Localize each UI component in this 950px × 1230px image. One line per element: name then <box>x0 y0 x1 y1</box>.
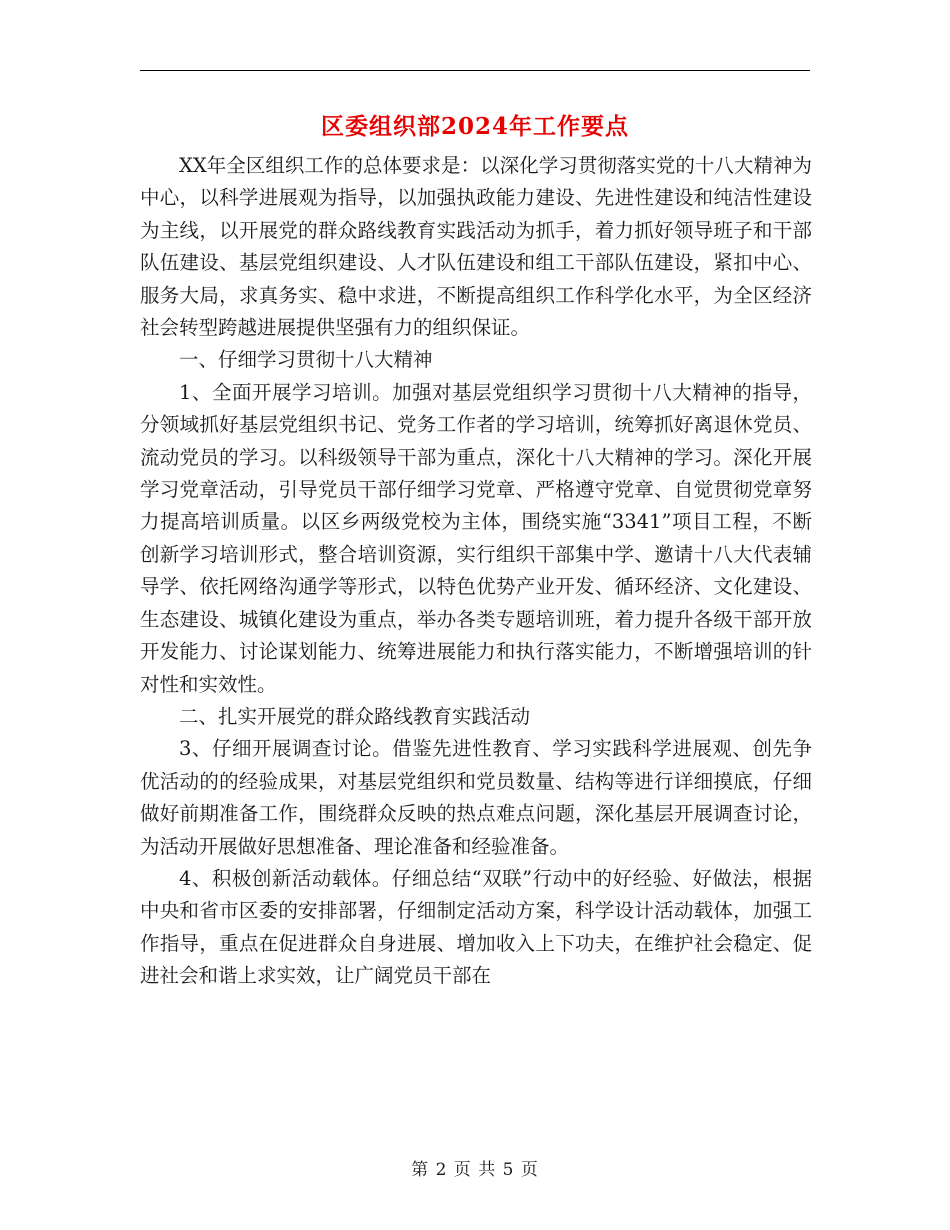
header-rule <box>140 70 810 71</box>
section-heading-2: 二、扎实开展党的群众路线教育实践活动 <box>179 704 531 728</box>
paragraph-item-1: 1、全面开展学习培训。加强对基层党组织学习贯彻十八大精神的指导，分领域抓好基层党组织书记、党务工作者的学习培训，统筹抓好离退休党员、流动党员的学习。以科级领导干部为重点，深化十八大精神的学习。深化开展学习党章活动，引导党员干部仔细学习党章、严格遵守党章、自觉贯彻党章努力提高培训质量。以区乡两级党校为主体，围绕实施“3341”项目工程，不断创新学习培训形式，整合培训资源，实行组织干部集中学、邀请十八大代表辅导学、依托网络沟通学等形式，以特色优势产业开发、循环经济、文化建设、生态建设、城镇化建设为重点，举办各类专题培训班，着力提升各级干部开放开发能力、讨论谋划能力、统筹进展能力和执行落实能力，不断增强培训的针对性和实效性。 <box>140 380 812 696</box>
document-title: 区委组织部2024年工作要点 <box>320 113 629 140</box>
paragraph-item-4: 4、积极创新活动载体。仔细总结“双联”行动中的好经验、好做法，根据中央和省市区委的安排部署，仔细制定活动方案，科学设计活动载体，加强工作指导，重点在促进群众自身进展、增加收入上下功夫，在维护社会稳定、促进社会和谐上求实效，让广阔党员干部在 <box>140 866 812 988</box>
document-body <box>140 150 812 993</box>
page-footer: 第 2 页 共 5 页 <box>411 1160 539 1180</box>
paragraph-item-3: 3、仔细开展调查讨论。借鉴先进性教育、学习实践科学进展观、创先争优活动的的经验成果，对基层党组织和党员数量、结构等进行详细摸底，仔细做好前期准备工作，围绕群众反映的热点难点问题，深化基层开展调查讨论，为活动开展做好思想准备、理论准备和经验准备。 <box>140 737 812 858</box>
paragraph-general-requirements: XX年全区组织工作的总体要求是：以深化学习贯彻落实党的十八大精神为中心，以科学进展观为指导，以加强执政能力建设、先进性建设和纯洁性建设为主线，以开展党的群众路线教育实践活动为抓手，着力抓好领导班子和干部队伍建设、基层党组织建设、人才队伍建设和组工干部队伍建设，紧扣中心、服务大局，求真务实、稳中求进，不断提高组织工作科学化水平，为全区经济社会转型跨越进展提供坚强有力的组织保证。 <box>140 154 812 340</box>
section-heading-1: 一、仔细学习贯彻十八大精神 <box>179 348 433 372</box>
